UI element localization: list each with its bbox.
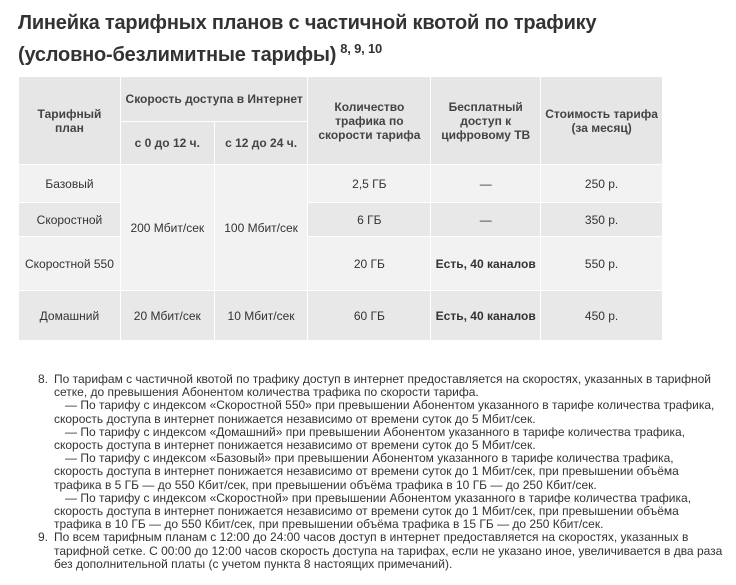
cell-plan: Скоростной 550 bbox=[19, 237, 121, 291]
footnote-number: 9. bbox=[38, 530, 49, 545]
cell-traffic: 60 ГБ bbox=[308, 291, 431, 341]
cell-cost: 550 р. bbox=[541, 237, 663, 291]
cell-traffic: 2,5 ГБ bbox=[308, 165, 431, 203]
cell-traffic: 20 ГБ bbox=[308, 237, 431, 291]
cell-cost: 450 р. bbox=[541, 291, 663, 341]
cell-speed-day: 20 Мбит/сек bbox=[120, 291, 214, 341]
table-row bbox=[19, 237, 663, 291]
cell-tv: — bbox=[431, 165, 541, 203]
title-line-2: (условно-безлимитные тарифы) bbox=[18, 44, 337, 66]
header-speed-day: с 0 до 12 ч. bbox=[120, 122, 214, 165]
table-row bbox=[19, 291, 663, 341]
cell-plan: Домашний bbox=[19, 291, 121, 341]
page-title bbox=[18, 10, 718, 68]
header-speed: Скорость доступа в Интернет bbox=[120, 77, 308, 122]
title-line-1: Линейка тарифных планов с частичной квотой по трафику bbox=[18, 12, 597, 34]
footnote-number: 8. bbox=[38, 372, 49, 386]
cell-tv: — bbox=[431, 203, 541, 237]
cell-cost: 350 р. bbox=[541, 203, 663, 237]
footnotes bbox=[38, 373, 723, 571]
footnote-subitem: — По тарифу с индексом «Домашний» при превышении Абонентом указанного в тарифе количества трафика, скорость доступа в интернет понижается независимо от времени суток до 5 Мбит/сек. bbox=[54, 424, 685, 453]
table-row bbox=[19, 203, 663, 237]
cell-speed-night: 10 Мбит/сек bbox=[214, 291, 308, 341]
tariff-table bbox=[18, 76, 663, 341]
cell-cost: 250 р. bbox=[541, 165, 663, 203]
header-cost: Стоимость тарифа (за месяц) bbox=[541, 77, 663, 165]
footnote-9 bbox=[38, 531, 723, 571]
cell-plan: Базовый bbox=[19, 165, 121, 203]
cell-traffic: 6 ГБ bbox=[308, 203, 431, 237]
footnote-text: По тарифам с частичной квотой по трафику доступ в интернет предоставляется на скоростях, указанных в тарифной сетке, до превышения Абонентом количества трафика по скорости тарифа. bbox=[54, 372, 711, 400]
footnote-8 bbox=[38, 373, 723, 531]
cell-plan: Скоростной bbox=[19, 203, 121, 237]
cell-tv: Есть, 40 каналов bbox=[431, 291, 541, 341]
footnote-text: По всем тарифным планам с 12:00 до 24:00 часов доступ в интернет предоставляется на скоростях, указанных в тарифной сетке. С 00:00 до 12:00 часов скорость доступа на тарифах, если не указано иное, увеличивается в два раза без дополнительной платы (с учетом пункта 8 настоящих примечаний). bbox=[54, 530, 723, 571]
table-row bbox=[19, 165, 663, 203]
footnote-subitem: — По тарифу с индексом «Скоростной» при превышении Абонентом указанного в тарифе количества трафика, скорость доступа в интернет понижается независимо от времени суток до 1 Мбит/сек, при превышении объёма трафика в 10 ГБ — до 550 Кбит/сек, при превышении объёма трафика в 15 ГБ — до 250 Кбит/сек. bbox=[54, 490, 692, 532]
header-speed-night: с 12 до 24 ч. bbox=[214, 122, 308, 165]
cell-speed-day-shared: 200 Мбит/сек bbox=[120, 165, 214, 291]
footnote-subitem: — По тарифу с индексом «Базовый» при превышении Абонентом указанного в тарифе количества трафика, скорость доступа в интернет понижается независимо от времени суток до 1 Мбит/сек, при превышении объёма трафика в 5 ГБ — до 550 Кбит/сек, при превышении объёма трафика в 10 ГБ — до 250 Кбит/сек. bbox=[54, 451, 679, 492]
header-traffic: Количество трафика по скорости тарифа bbox=[308, 77, 431, 165]
footnote-subitem: — По тарифу с индексом «Скоростной 550» при превышении Абонентом указанного в тарифе количества трафика, скорость доступа в интернет понижается независимо от времени суток до 5 Мбит/сек. bbox=[54, 398, 715, 426]
header-plan: Тарифный план bbox=[19, 77, 121, 165]
cell-tv: Есть, 40 каналов bbox=[431, 237, 541, 291]
cell-speed-night-shared: 100 Мбит/сек bbox=[214, 165, 308, 291]
header-tv: Бесплатный доступ к цифровому ТВ bbox=[431, 77, 541, 165]
title-footnote-refs: 8, 9, 10 bbox=[340, 41, 383, 56]
